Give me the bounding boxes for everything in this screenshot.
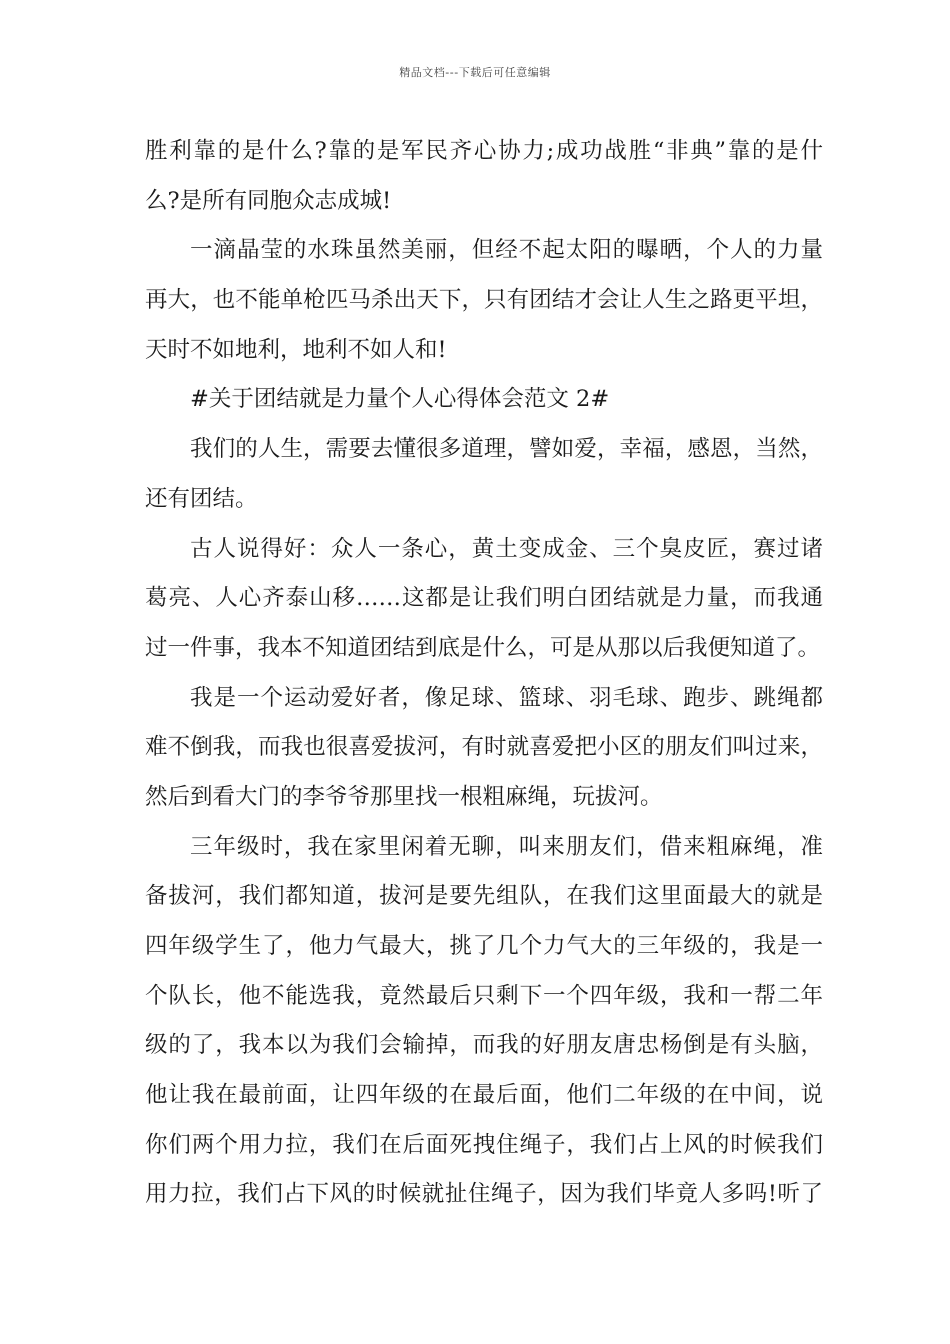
text-line: 我们的人生，需要去懂很多道理，譬如爱，幸福，感恩，当然， — [190, 436, 823, 463]
text-line: 备拔河，我们都知道，拔河是要先组队，在我们这里面最大的就是 — [145, 883, 823, 910]
text-line: 他让我在最前面，让四年级的在最后面，他们二年级的在中间，说 — [145, 1082, 823, 1109]
text-line: 你们两个用力拉，我们在后面死拽住绳子，我们占上风的时候我们 — [145, 1131, 823, 1158]
text-line: 级的了，我本以为我们会输掉，而我的好朋友唐忠杨倒是有头脑， — [145, 1032, 823, 1059]
text-line: 用力拉，我们占下风的时候就扯住绳子，因为我们毕竟人多吗!听了 — [145, 1181, 823, 1208]
text-line: 天时不如地利，地利不如人和! — [145, 336, 447, 363]
text-line: 一滴晶莹的水珠虽然美丽，但经不起太阳的曝晒，个人的力量 — [190, 237, 823, 264]
text-line: #关于团结就是力量个人心得体会范文 2# — [190, 386, 610, 413]
text-line: 还有团结。 — [145, 485, 258, 512]
text-line: 难不倒我，而我也很喜爱拔河，有时就喜爱把小区的朋友们叫过来， — [145, 734, 823, 761]
text-line: 葛亮、人心齐泰山移……这都是让我们明白团结就是力量，而我通 — [145, 585, 823, 612]
document-body — [145, 127, 823, 1220]
text-line: 胜利靠的是什么?靠的是军民齐心协力;成功战胜“非典”靠的是什 — [145, 138, 823, 164]
text-line: 个队长，他不能选我，竟然最后只剩下一个四年级，我和一帮二年 — [145, 982, 823, 1009]
text-line: 古人说得好：众人一条心，黄土变成金、三个臭皮匠，赛过诸 — [190, 535, 823, 562]
text-line: 然后到看大门的李爷爷那里找一根粗麻绳，玩拔河。 — [145, 783, 663, 810]
text-line: 我是一个运动爱好者，像足球、篮球、羽毛球、跑步、跳绳都 — [190, 684, 823, 711]
text-line: 再大，也不能单枪匹马杀出天下，只有团结才会让人生之路更平坦， — [145, 287, 823, 314]
text-line: 四年级学生了，他力气最大，挑了几个力气大的三年级的，我是一 — [145, 933, 823, 959]
text-line: 么?是所有同胞众志成城! — [145, 187, 392, 214]
text-line: 过一件事，我本不知道团结到底是什么，可是从那以后我便知道了。 — [145, 634, 821, 661]
page-header: 精品文档---下载后可任意编辑 — [399, 66, 551, 79]
text-line: 三年级时，我在家里闲着无聊，叫来朋友们，借来粗麻绳，准 — [190, 833, 823, 860]
